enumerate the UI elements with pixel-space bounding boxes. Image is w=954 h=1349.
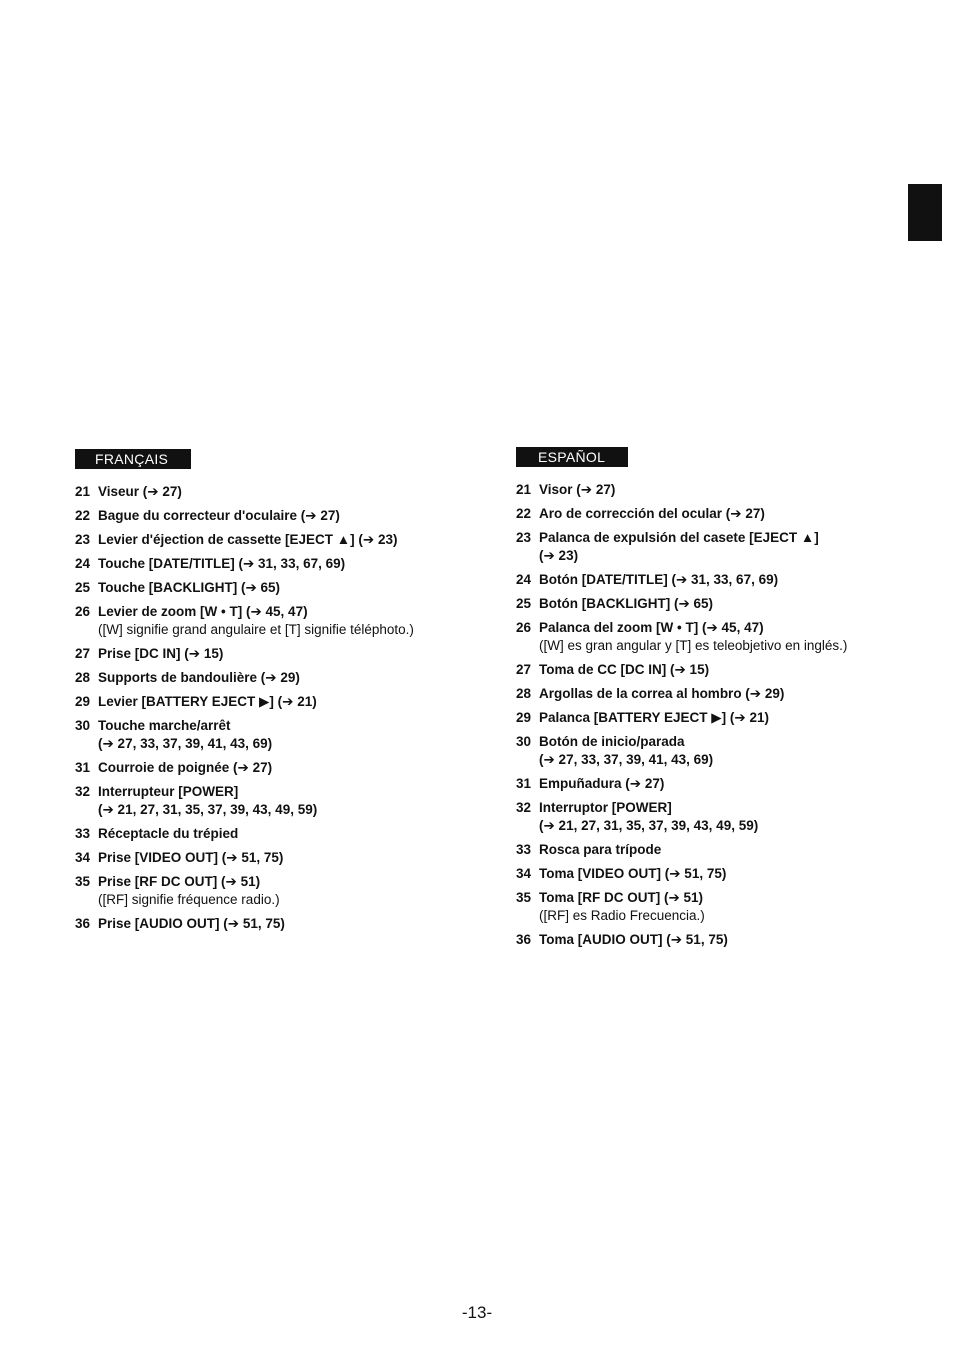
item-line — [75, 531, 495, 549]
item-number: 22 — [516, 506, 532, 521]
list-item — [75, 759, 495, 777]
list-item — [75, 555, 495, 573]
item-number: 27 — [516, 662, 532, 677]
list-item — [516, 709, 936, 727]
list-item — [516, 505, 936, 523]
item-page-references: (➔ 27, 33, 37, 39, 41, 43, 69) — [539, 752, 714, 767]
item-number: 30 — [516, 734, 532, 749]
list-item — [516, 685, 936, 703]
item-note: ([RF] signifie fréquence radio.) — [98, 892, 280, 907]
item-text: Viseur (➔ 27) — [98, 484, 182, 499]
item-text: Touche [DATE/TITLE] (➔ 31, 33, 67, 69) — [98, 556, 346, 571]
item-text: Prise [AUDIO OUT] (➔ 51, 75) — [98, 916, 285, 931]
item-page-references: (➔ 23) — [539, 548, 579, 563]
item-text: Touche marche/arrêt — [98, 718, 231, 733]
item-line — [75, 717, 495, 735]
item-number: 29 — [75, 694, 91, 709]
item-number: 21 — [516, 482, 532, 497]
language-header-espanol: ESPAÑOL — [516, 447, 628, 467]
list-item — [516, 571, 936, 589]
list-item — [75, 915, 495, 933]
item-line — [75, 579, 495, 597]
item-line — [75, 783, 495, 801]
list-item — [75, 783, 495, 819]
item-number: 35 — [75, 874, 91, 889]
item-line — [516, 841, 936, 859]
item-line — [516, 505, 936, 523]
item-line — [516, 709, 936, 727]
item-text: Touche [BACKLIGHT] (➔ 65) — [98, 580, 281, 595]
item-line — [75, 759, 495, 777]
item-number: 25 — [516, 596, 532, 611]
item-text: Empuñadura (➔ 27) — [539, 776, 665, 791]
item-line — [516, 799, 936, 817]
item-text: Prise [DC IN] (➔ 15) — [98, 646, 224, 661]
item-line — [516, 661, 936, 679]
item-text: Palanca de expulsión del casete [EJECT ▲] — [539, 530, 819, 545]
item-line — [75, 693, 495, 711]
list-item — [75, 483, 495, 501]
item-number: 27 — [75, 646, 91, 661]
section-tab-marker — [908, 184, 942, 241]
item-line — [516, 571, 936, 589]
item-line — [75, 555, 495, 573]
list-item — [75, 645, 495, 663]
item-note: ([W] es gran angular y [T] es teleobjetivo en inglés.) — [539, 638, 848, 653]
item-line — [516, 889, 936, 907]
list-item — [75, 507, 495, 525]
language-header-francais: FRANÇAIS — [75, 449, 191, 469]
item-text: Levier de zoom [W • T] (➔ 45, 47) — [98, 604, 308, 619]
item-text: Supports de bandoulière (➔ 29) — [98, 670, 300, 685]
list-item — [516, 619, 936, 655]
item-number: 23 — [516, 530, 532, 545]
list-item — [516, 661, 936, 679]
item-line — [516, 529, 936, 547]
item-text: Palanca del zoom [W • T] (➔ 45, 47) — [539, 620, 764, 635]
item-number: 28 — [75, 670, 91, 685]
item-text: Argollas de la correa al hombro (➔ 29) — [539, 686, 785, 701]
list-item — [75, 849, 495, 867]
item-number: 36 — [75, 916, 91, 931]
item-line — [75, 669, 495, 687]
item-line — [516, 733, 936, 751]
list-item — [75, 669, 495, 687]
item-text: Rosca para trípode — [539, 842, 662, 857]
item-number: 31 — [516, 776, 532, 791]
item-number: 29 — [516, 710, 532, 725]
list-item — [516, 889, 936, 925]
list-item — [516, 865, 936, 883]
item-number: 26 — [75, 604, 91, 619]
list-item — [516, 931, 936, 949]
item-text: Botón [DATE/TITLE] (➔ 31, 33, 67, 69) — [539, 572, 779, 587]
item-line — [75, 825, 495, 843]
item-text: Bague du correcteur d'oculaire (➔ 27) — [98, 508, 340, 523]
list-item — [75, 873, 495, 909]
item-line — [75, 603, 495, 621]
list-item — [75, 531, 495, 549]
item-page-references: (➔ 27, 33, 37, 39, 41, 43, 69) — [98, 736, 273, 751]
item-line — [75, 507, 495, 525]
item-text: Interruptor [POWER] — [539, 800, 672, 815]
item-number: 24 — [75, 556, 91, 571]
parts-list-espanol — [516, 481, 936, 949]
item-number: 22 — [75, 508, 91, 523]
item-text: Prise [RF DC OUT] (➔ 51) — [98, 874, 261, 889]
item-line — [516, 481, 936, 499]
list-item — [75, 825, 495, 843]
item-text: Toma [AUDIO OUT] (➔ 51, 75) — [539, 932, 728, 947]
item-line — [516, 619, 936, 637]
list-item — [516, 775, 936, 793]
item-number: 21 — [75, 484, 91, 499]
item-number: 32 — [75, 784, 91, 799]
item-note: ([W] signifie grand angulaire et [T] signifie téléphoto.) — [98, 622, 414, 637]
item-line — [516, 685, 936, 703]
item-number: 33 — [516, 842, 532, 857]
item-text: Toma de CC [DC IN] (➔ 15) — [539, 662, 710, 677]
item-line — [75, 645, 495, 663]
section-espanol — [516, 449, 936, 955]
item-number: 31 — [75, 760, 91, 775]
list-item — [516, 595, 936, 613]
item-number: 36 — [516, 932, 532, 947]
item-text: Visor (➔ 27) — [539, 482, 616, 497]
parts-list-francais — [75, 483, 495, 933]
item-line — [75, 915, 495, 933]
list-item — [516, 841, 936, 859]
item-text: Prise [VIDEO OUT] (➔ 51, 75) — [98, 850, 284, 865]
list-item — [516, 733, 936, 769]
item-text: Botón de inicio/parada — [539, 734, 685, 749]
item-text: Levier [BATTERY EJECT ▶] (➔ 21) — [98, 694, 317, 709]
item-text: Botón [BACKLIGHT] (➔ 65) — [539, 596, 714, 611]
list-item — [75, 579, 495, 597]
item-text: Aro de corrección del ocular (➔ 27) — [539, 506, 765, 521]
item-text: Levier d'éjection de cassette [EJECT ▲] (➔ 23) — [98, 532, 398, 547]
item-number: 28 — [516, 686, 532, 701]
item-note: ([RF] es Radio Frecuencia.) — [539, 908, 705, 923]
item-text: Toma [VIDEO OUT] (➔ 51, 75) — [539, 866, 727, 881]
list-item — [75, 717, 495, 753]
item-number: 34 — [516, 866, 532, 881]
item-text: Toma [RF DC OUT] (➔ 51) — [539, 890, 704, 905]
list-item — [516, 481, 936, 499]
item-number: 24 — [516, 572, 532, 587]
item-number: 25 — [75, 580, 91, 595]
item-text: Palanca [BATTERY EJECT ▶] (➔ 21) — [539, 710, 769, 725]
item-line — [75, 849, 495, 867]
page-number: -13- — [461, 1303, 493, 1322]
list-item — [516, 529, 936, 565]
item-line — [75, 483, 495, 501]
item-number: 30 — [75, 718, 91, 733]
item-number: 26 — [516, 620, 532, 635]
item-line — [75, 873, 495, 891]
section-francais — [75, 449, 495, 939]
item-number: 34 — [75, 850, 91, 865]
item-number: 35 — [516, 890, 532, 905]
item-number: 23 — [75, 532, 91, 547]
item-page-references: (➔ 21, 27, 31, 35, 37, 39, 43, 49, 59) — [98, 802, 318, 817]
item-line — [516, 595, 936, 613]
item-page-references: (➔ 21, 27, 31, 35, 37, 39, 43, 49, 59) — [539, 818, 759, 833]
item-text: Interrupteur [POWER] — [98, 784, 239, 799]
item-text: Courroie de poignée (➔ 27) — [98, 760, 273, 775]
list-item — [75, 693, 495, 711]
item-text: Réceptacle du trépied — [98, 826, 239, 841]
list-item — [516, 799, 936, 835]
item-number: 33 — [75, 826, 91, 841]
item-line — [516, 775, 936, 793]
item-number: 32 — [516, 800, 532, 815]
item-line — [516, 931, 936, 949]
list-item — [75, 603, 495, 639]
item-line — [516, 865, 936, 883]
